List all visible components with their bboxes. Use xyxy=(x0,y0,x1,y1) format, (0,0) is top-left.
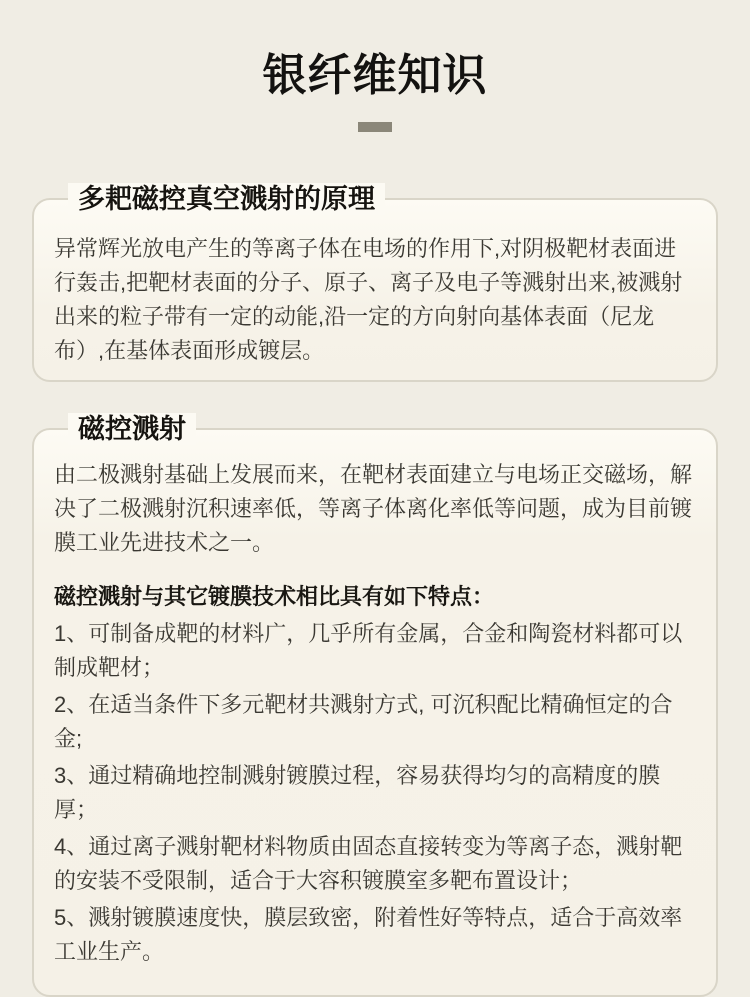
section-card-sputtering-principle xyxy=(32,184,718,382)
knowledge-page xyxy=(0,50,750,981)
feature-item-5: 5、溅射镀膜速度快，膜层致密，附着性好等特点，适合于高效率工业生产。 xyxy=(54,905,683,964)
section-heading-magnetron: 磁控溅射 xyxy=(68,413,196,445)
feature-item-2: 2、在适当条件下多元靶材共溅射方式, 可沉积配比精确恒定的合金; xyxy=(54,692,673,751)
magnetron-paragraph: 由二极溅射基础上发展而来，在靶材表面建立与电场正交磁场，解决了二极溅射沉积速率低，等离子体离化率低等问题，成为目前镀膜工业先进技术之一。 xyxy=(54,462,693,555)
section-heading-principle: 多耙磁控真空溅射的原理 xyxy=(68,183,385,215)
principle-paragraph: 异常辉光放电产生的等离子体在电场的作用下,对阴极靶材表面进行轰击,把靶材表面的分子、原子、离子及电子等溅射出来,被溅射出来的粒子带有一定的动能,沿一定的方向射向基体表面（尼龙布）,在基体表面形成镀层。 xyxy=(54,236,683,363)
feature-item-3: 3、通过精确地控制溅射镀膜过程，容易获得均匀的高精度的膜厚； xyxy=(54,763,661,822)
page-title: 银纤维知识 xyxy=(262,51,488,100)
feature-item-1: 1、可制备成靶的材料广，几乎所有金属，合金和陶瓷材料都可以制成靶材； xyxy=(54,621,683,680)
title-divider xyxy=(358,122,392,132)
feature-item-4: 4、通过离子溅射靶材料物质由固态直接转变为等离子态，溅射靶的安装不受限制，适合于大容积镀膜室多靶布置设计； xyxy=(54,834,683,893)
features-list-title: 磁控溅射与其它镀膜技术相比具有如下特点： xyxy=(54,584,495,609)
section-card-magnetron-sputtering xyxy=(32,414,718,997)
